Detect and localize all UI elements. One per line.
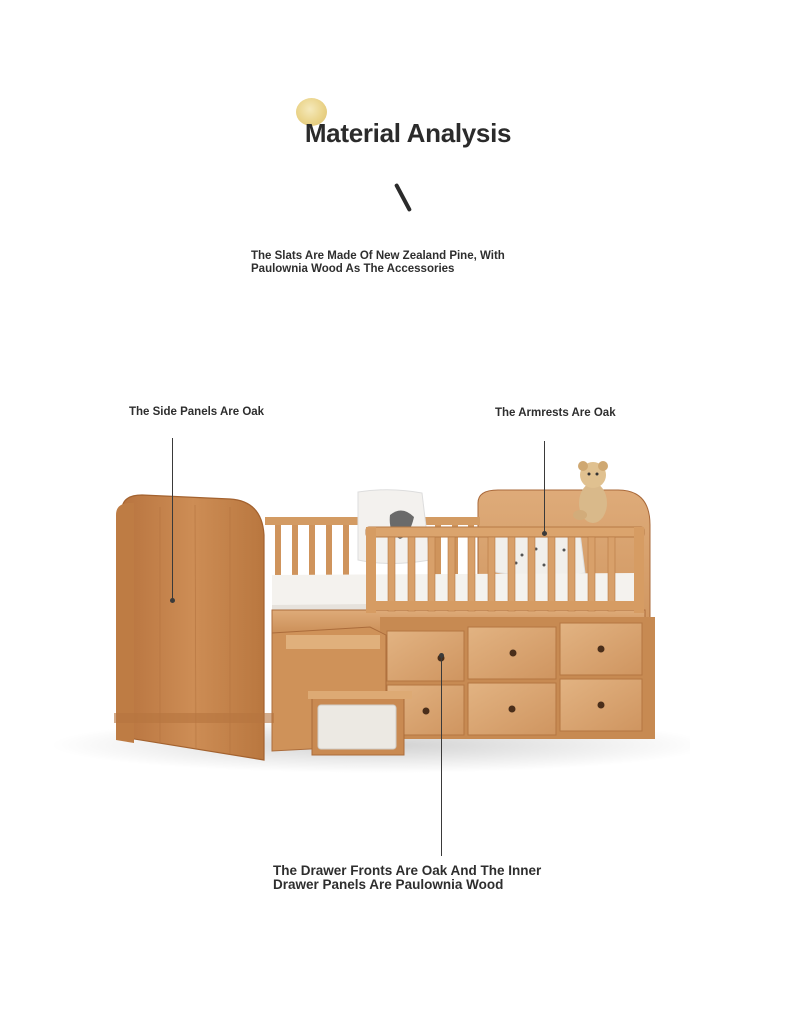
side-panels-label: The Side Panels Are Oak <box>129 406 265 418</box>
bed-illustration <box>50 455 690 785</box>
slats-material-text: The Slats Are Made Of New Zealand Pine, With Paulownia Wood As The Accessories <box>251 250 505 275</box>
page-title: Material Analysis <box>304 118 512 148</box>
armrests-label: The Armrests Are Oak <box>495 407 616 419</box>
bed-image <box>50 455 690 785</box>
side-panels-leader-line <box>172 438 173 600</box>
drawers-text-line-1: The Drawer Fronts Are Oak And The Inner <box>273 863 542 878</box>
drawers-leader-line <box>441 656 442 856</box>
armrests-leader-line <box>544 441 545 533</box>
side-panels-marker-dot <box>170 598 175 603</box>
armrests-marker-dot <box>542 531 547 536</box>
drawers-material-text <box>273 864 573 891</box>
drawers-text-line-2: Drawer Panels Are Paulownia Wood <box>273 876 504 892</box>
divider-slash <box>394 183 412 212</box>
